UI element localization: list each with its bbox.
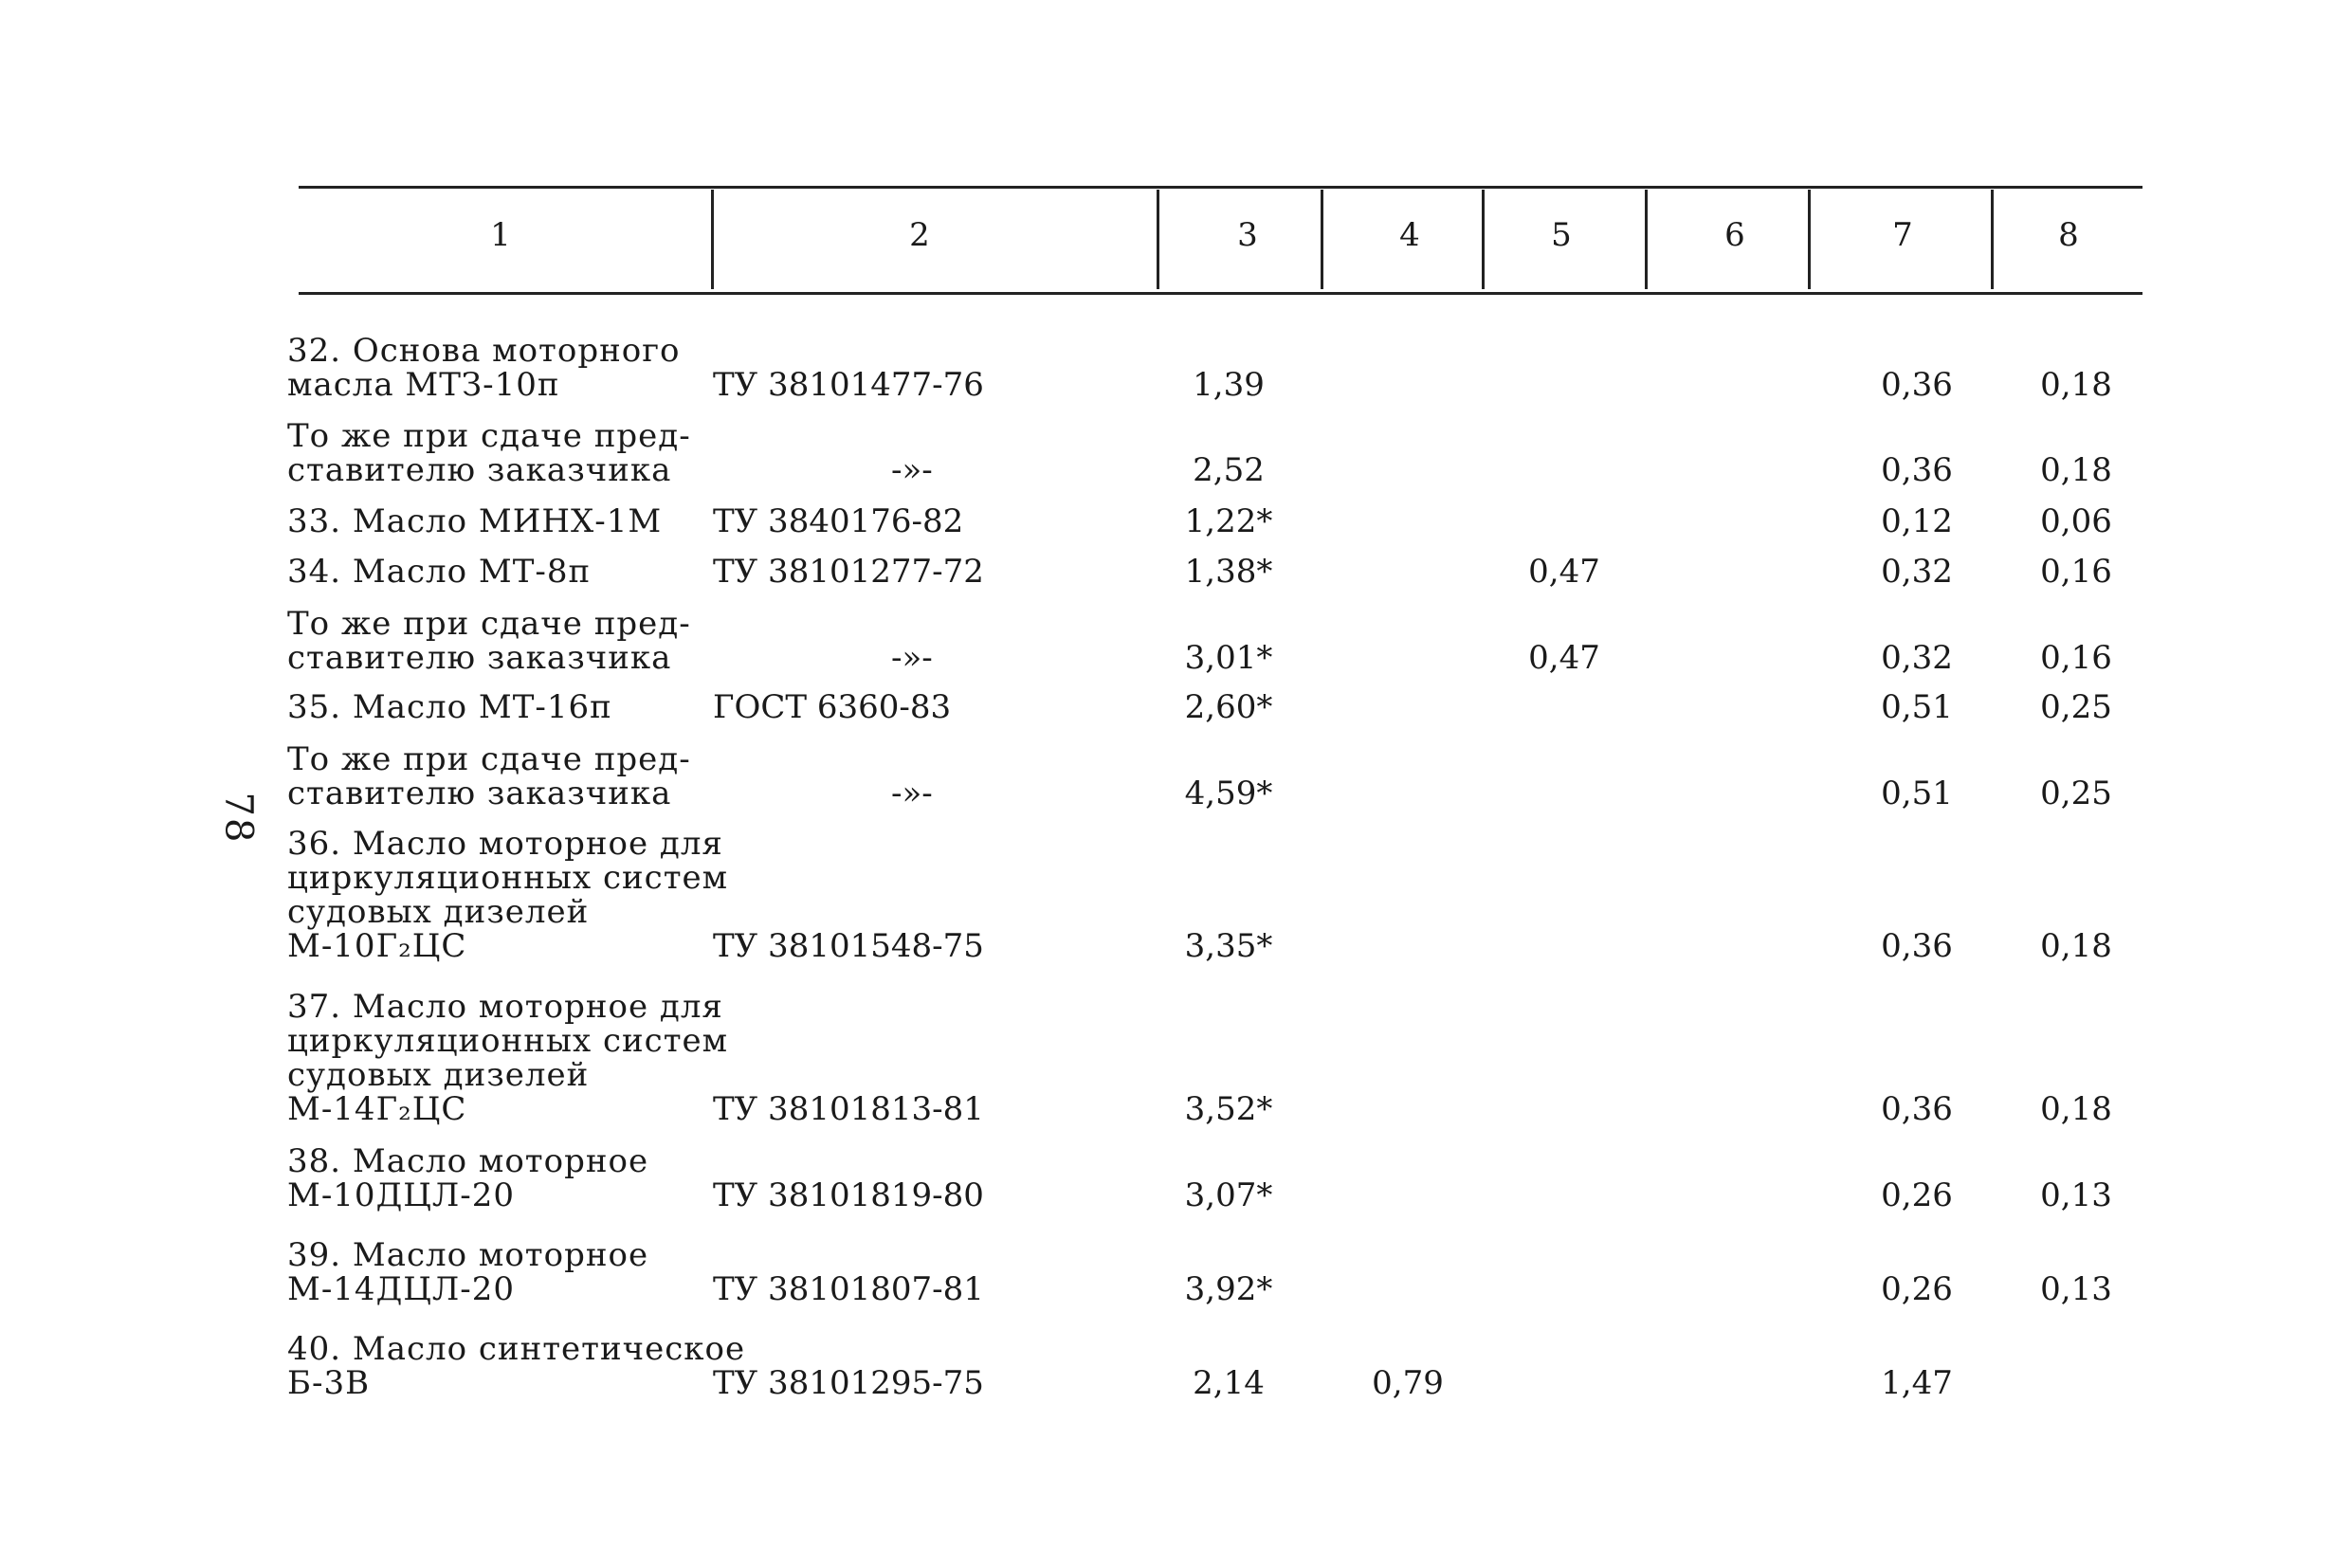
- column-header-4: 4: [1399, 216, 1420, 254]
- table-header-rule: [299, 292, 2142, 295]
- row-document: -»-: [891, 775, 933, 812]
- column-divider: [1157, 190, 1159, 289]
- row-value-c7: 0,51: [1881, 688, 1953, 726]
- row-name-line: М-10ДЦЛ-20: [287, 1176, 515, 1214]
- row-value-c5: 0,47: [1528, 639, 1600, 677]
- row-document: ТУ 38101548-75: [713, 927, 984, 965]
- row-value-c8: 0,13: [2040, 1176, 2112, 1214]
- row-value-c4: 0,79: [1372, 1364, 1444, 1402]
- row-value-c3: 4,59*: [1184, 775, 1273, 812]
- row-name-line: То же при сдаче пред-: [287, 417, 691, 455]
- column-header-1: 1: [490, 216, 511, 254]
- row-value-c8: 0,18: [2040, 366, 2112, 404]
- row-document: ТУ 38101807-81: [713, 1270, 984, 1308]
- row-name-line: 39. Масло моторное: [287, 1236, 649, 1274]
- row-value-c3: 2,52: [1193, 451, 1265, 489]
- row-value-c7: 0,36: [1881, 927, 1953, 965]
- row-document: ТУ 38101277-72: [713, 553, 984, 591]
- row-value-c8: 0,25: [2040, 688, 2112, 726]
- row-name-line: М-10Г₂ЦС: [287, 927, 467, 965]
- row-document: ТУ 38101813-81: [713, 1090, 984, 1128]
- column-header-5: 5: [1551, 216, 1572, 254]
- table-top-rule: [299, 186, 2142, 189]
- row-name-line: судовых дизелей: [287, 893, 590, 931]
- row-name: [287, 419, 714, 487]
- row-document: ГОСТ 6360-83: [713, 688, 952, 726]
- row-name: [287, 1330, 746, 1402]
- column-divider: [1645, 190, 1648, 289]
- row-document: ТУ 3840176-82: [713, 502, 964, 540]
- row-value-c3: 3,01*: [1184, 639, 1273, 677]
- row-name: [287, 1238, 714, 1306]
- row-name: [287, 742, 714, 811]
- row-value-c3: 1,22*: [1184, 502, 1273, 540]
- row-name-line: 40. Масло синтетическое: [287, 1330, 746, 1368]
- row-name-line: ставителю заказчика: [287, 775, 672, 812]
- row-value-c3: 3,52*: [1184, 1090, 1273, 1128]
- row-name: [287, 1144, 714, 1212]
- row-name-line: циркуляционных систем: [287, 859, 729, 897]
- column-header-2: 2: [909, 216, 930, 254]
- row-value-c3: 1,38*: [1184, 553, 1273, 591]
- row-value-c7: 0,36: [1881, 366, 1953, 404]
- row-value-c8: 0,06: [2040, 502, 2112, 540]
- row-value-c7: 1,47: [1881, 1364, 1953, 1402]
- column-header-7: 7: [1892, 216, 1913, 254]
- row-name-line: 34. Масло МТ-8п: [287, 553, 592, 591]
- row-value-c3: 1,39: [1193, 366, 1265, 404]
- row-value-c8: 0,25: [2040, 775, 2112, 812]
- row-name: [287, 555, 714, 589]
- row-value-c8: 0,18: [2040, 451, 2112, 489]
- row-value-c3: 3,07*: [1184, 1176, 1273, 1214]
- row-name-line: ставителю заказчика: [287, 451, 672, 489]
- row-document: -»-: [891, 451, 933, 489]
- row-name: [287, 825, 729, 965]
- row-document: ТУ 38101477-76: [713, 366, 984, 404]
- row-value-c8: 0,18: [2040, 1090, 2112, 1128]
- row-name-line: Б-3В: [287, 1364, 371, 1402]
- column-divider: [1482, 190, 1485, 289]
- column-header-3: 3: [1237, 216, 1258, 254]
- row-document: -»-: [891, 639, 933, 677]
- row-name-line: ставителю заказчика: [287, 639, 672, 677]
- row-value-c7: 0,26: [1881, 1270, 1953, 1308]
- column-divider: [1321, 190, 1323, 289]
- row-value-c3: 2,14: [1193, 1364, 1265, 1402]
- column-header-6: 6: [1724, 216, 1745, 254]
- row-name-line: 35. Масло МТ-16п: [287, 688, 612, 726]
- page-number: 78: [216, 792, 261, 845]
- row-value-c7: 0,36: [1881, 451, 1953, 489]
- row-name-line: То же при сдаче пред-: [287, 605, 691, 643]
- row-document: ТУ 38101295-75: [713, 1364, 984, 1402]
- row-name-line: М-14ДЦЛ-20: [287, 1270, 515, 1308]
- column-divider: [711, 190, 714, 289]
- row-value-c7: 0,51: [1881, 775, 1953, 812]
- row-value-c8: 0,16: [2040, 553, 2112, 591]
- row-name-line: 38. Масло моторное: [287, 1142, 649, 1180]
- row-name-line: судовых дизелей: [287, 1056, 590, 1094]
- column-divider: [1808, 190, 1811, 289]
- row-name-line: циркуляционных систем: [287, 1022, 729, 1060]
- row-value-c8: 0,18: [2040, 927, 2112, 965]
- row-value-c7: 0,32: [1881, 639, 1953, 677]
- row-name-line: М-14Г₂ЦС: [287, 1090, 467, 1128]
- row-name-line: 36. Масло моторное для: [287, 825, 723, 863]
- row-name: [287, 334, 714, 402]
- row-value-c7: 0,12: [1881, 502, 1953, 540]
- column-header-8: 8: [2058, 216, 2079, 254]
- row-name-line: масла МТЗ-10п: [287, 366, 560, 404]
- row-value-c5: 0,47: [1528, 553, 1600, 591]
- row-name: [287, 988, 729, 1128]
- row-value-c7: 0,36: [1881, 1090, 1953, 1128]
- row-name-line: 37. Масло моторное для: [287, 988, 723, 1026]
- row-value-c3: 3,35*: [1184, 927, 1273, 965]
- row-name: [287, 607, 714, 675]
- column-divider: [1991, 190, 1994, 289]
- row-name: [287, 690, 714, 724]
- row-name-line: 32. Основа моторного: [287, 332, 681, 370]
- row-value-c8: 0,16: [2040, 639, 2112, 677]
- row-name-line: То же при сдаче пред-: [287, 740, 691, 778]
- row-value-c8: 0,13: [2040, 1270, 2112, 1308]
- row-value-c7: 0,26: [1881, 1176, 1953, 1214]
- row-value-c7: 0,32: [1881, 553, 1953, 591]
- row-name-line: 33. Масло МИНХ-1М: [287, 502, 663, 540]
- row-name: [287, 504, 714, 538]
- row-value-c3: 2,60*: [1184, 688, 1273, 726]
- row-document: ТУ 38101819-80: [713, 1176, 984, 1214]
- row-value-c3: 3,92*: [1184, 1270, 1273, 1308]
